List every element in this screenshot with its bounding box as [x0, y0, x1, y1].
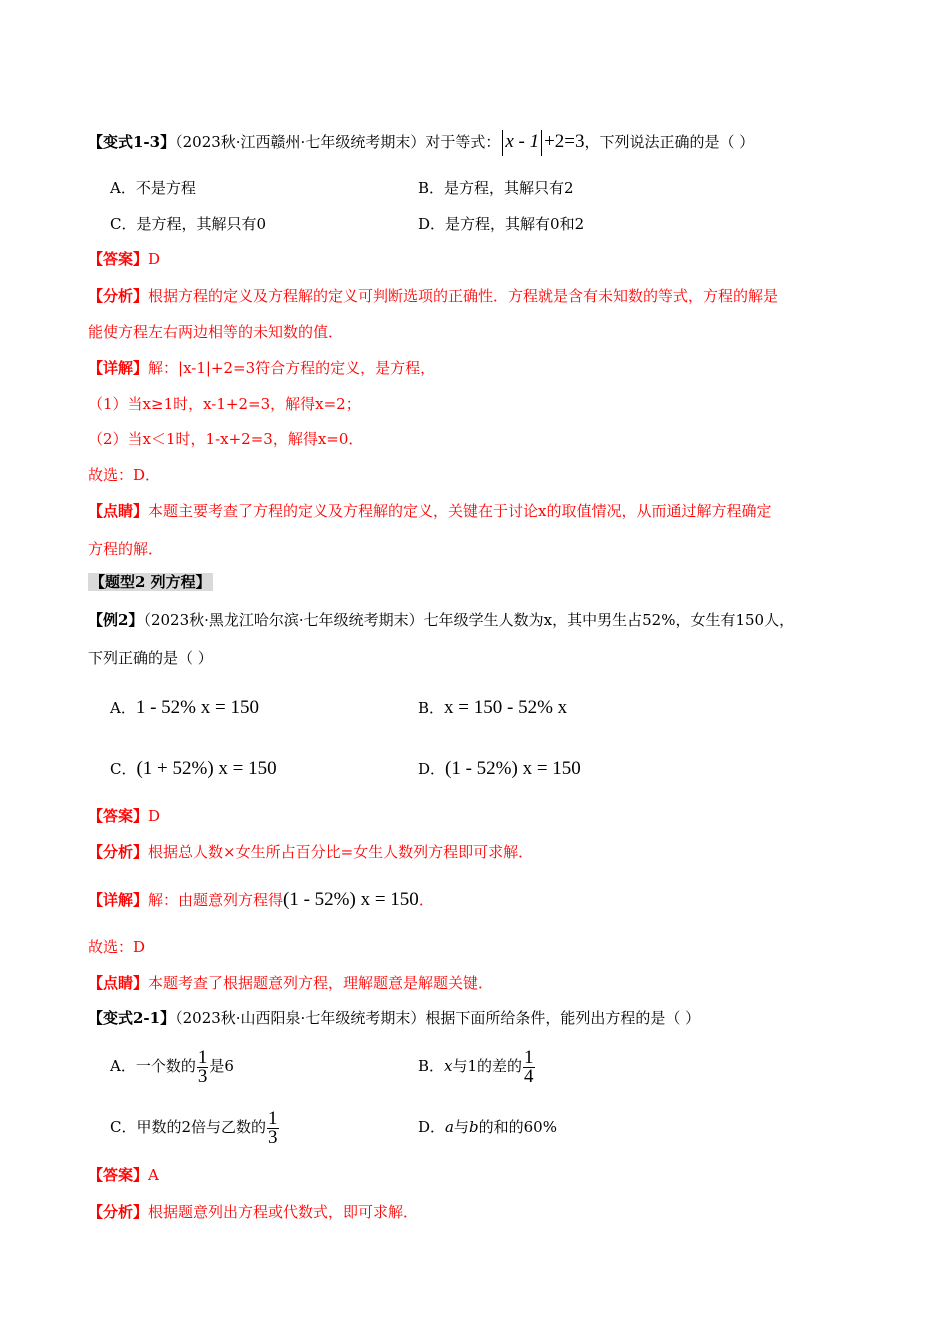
- fraction: [197, 1046, 209, 1087]
- fraction-numerator: 1: [524, 1046, 534, 1068]
- ex2-answer-line: [88, 806, 160, 826]
- ex2-choice: 故选：D: [88, 938, 146, 956]
- fraction: [267, 1107, 279, 1148]
- detail-line: [88, 358, 435, 378]
- fraction-denominator: 3: [268, 1126, 278, 1148]
- ex2-option-b: [418, 696, 567, 720]
- ex2-note-line: [88, 973, 493, 993]
- question-tag: 【变式2-1】: [88, 1009, 176, 1027]
- ex2-option-c: [110, 757, 277, 781]
- answer-tag: 【答案】: [88, 807, 149, 825]
- detail-end: ．: [418, 891, 434, 909]
- v21-option-b: [418, 1046, 536, 1086]
- fraction-numerator: 1: [268, 1107, 278, 1129]
- option-b: B．是方程，其解只有2: [418, 179, 574, 197]
- equation-rest: +2=3: [544, 131, 585, 152]
- option-prefix: D．: [418, 1118, 446, 1136]
- v21-option-c: [110, 1107, 280, 1147]
- answer-value: D: [148, 807, 161, 825]
- example-source: （2023秋·黑龙江哈尔滨·七年级统考期末）七年级学生人数为x，其中男生占52%，女生有150人，: [143, 611, 795, 629]
- option-label: C．: [110, 760, 137, 778]
- option-math: (1 + 52%) x = 150: [136, 758, 277, 779]
- option-label: A．: [110, 699, 136, 717]
- question-tag: 【变式1-3】: [88, 133, 176, 151]
- option-label: D．: [418, 760, 446, 778]
- note-line-2: 方程的解．: [88, 540, 164, 558]
- fraction: [523, 1046, 535, 1087]
- v21-option-d: [418, 1107, 557, 1147]
- option-math: x = 150 - 52% x: [444, 697, 568, 718]
- option-math: (1 - 52%) x = 150: [445, 758, 581, 779]
- detail-math: (1 - 52%) x = 150: [283, 889, 419, 910]
- question-source: （2023秋·江西赣州·七年级统考期末）对于等式：: [175, 133, 501, 151]
- ex2-analysis-line: [88, 842, 533, 862]
- detail-text: 解：由题意列方程得: [148, 891, 284, 909]
- fraction-denominator: 3: [197, 1065, 208, 1087]
- ex2-detail-line: [88, 888, 434, 912]
- option-c: C．是方程，其解只有0: [110, 215, 267, 233]
- answer-value: A: [148, 1166, 159, 1184]
- option-prefix: A．一个数的: [110, 1057, 196, 1075]
- question-v21-stem: [88, 1008, 700, 1028]
- abs-bar-left: [502, 130, 503, 156]
- v21-option-a: [110, 1046, 234, 1086]
- abs-bar-right: [541, 130, 542, 156]
- v21-answer-line: [88, 1165, 159, 1185]
- option-math: 1 - 52% x = 150: [135, 697, 259, 718]
- option-prefix: C．甲数的2倍与乙数的: [110, 1118, 267, 1136]
- v21-analysis-line: [88, 1202, 418, 1222]
- option-suffix: 是6: [209, 1057, 234, 1075]
- answer-line: [88, 249, 160, 269]
- detail-tag: 【详解】: [88, 359, 149, 377]
- var-a: a: [445, 1118, 454, 1136]
- detail-case-1: （1）当x≥1时，x-1+2=3，解得x=2；: [88, 395, 361, 413]
- equation-inner: x - 1: [505, 131, 540, 152]
- var-x: x: [444, 1057, 453, 1075]
- analysis-line: [88, 286, 778, 306]
- detail-tag: 【详解】: [88, 891, 149, 909]
- detail-text: 解：|x-1|+2=3符合方程的定义，是方程，: [148, 359, 436, 377]
- analysis-tag: 【分析】: [88, 843, 149, 861]
- detail-case-2: （2）当x＜1时，1-x+2=3，解得x=0．: [88, 430, 364, 448]
- question-v13-stem: [88, 129, 754, 156]
- note-text: 本题考查了根据题意列方程，理解题意是解题关键．: [148, 974, 494, 992]
- note-text: 本题主要考查了方程的定义及方程解的定义，关键在于讨论x的取值情况，从而通过解方程确定: [148, 502, 772, 520]
- fraction-numerator: 1: [197, 1046, 208, 1068]
- analysis-tag: 【分析】: [88, 1203, 149, 1221]
- fraction-denominator: 4: [524, 1065, 534, 1087]
- option-mid: 与1的差的: [452, 1057, 523, 1075]
- note-tag: 【点睛】: [88, 502, 149, 520]
- answer-value: D: [148, 250, 161, 268]
- option-suffix: 的和的60%: [478, 1118, 557, 1136]
- question-tail: ，下列说法正确的是（ ）: [584, 133, 755, 151]
- option-mid: 与: [453, 1118, 469, 1136]
- var-b: b: [469, 1118, 479, 1136]
- ex2-option-d: [418, 757, 581, 781]
- note-line: [88, 501, 771, 521]
- example2-stem-2: 下列正确的是（ ）: [88, 649, 213, 667]
- option-d: D．是方程，其解有0和2: [418, 215, 585, 233]
- ex2-option-a: [110, 696, 259, 720]
- answer-tag: 【答案】: [88, 1166, 149, 1184]
- detail-choice: 故选：D．: [88, 466, 161, 484]
- example-tag: 【例2】: [88, 611, 144, 629]
- example2-stem: [88, 610, 794, 630]
- section-heading-text: 【题型2 列方程】: [90, 573, 211, 591]
- note-tag: 【点睛】: [88, 974, 149, 992]
- option-label: B．: [418, 699, 445, 717]
- analysis-text: 根据题意列出方程或代数式，即可求解．: [148, 1203, 419, 1221]
- option-prefix: B．: [418, 1057, 445, 1075]
- question-source: （2023秋·山西阳泉·七年级统考期末）根据下面所给条件，能列出方程的是（ ）: [175, 1009, 701, 1027]
- section-heading: [88, 572, 213, 592]
- analysis-line-2: 能使方程左右两边相等的未知数的值．: [88, 323, 344, 341]
- answer-tag: 【答案】: [88, 250, 149, 268]
- analysis-text: 根据总人数×女生所占百分比=女生人数列方程即可求解．: [148, 843, 534, 861]
- option-a: A．不是方程: [110, 179, 196, 197]
- analysis-tag: 【分析】: [88, 287, 149, 305]
- analysis-text: 根据方程的定义及方程解的定义可判断选项的正确性．方程就是含有未知数的等式，方程的解是: [148, 287, 779, 305]
